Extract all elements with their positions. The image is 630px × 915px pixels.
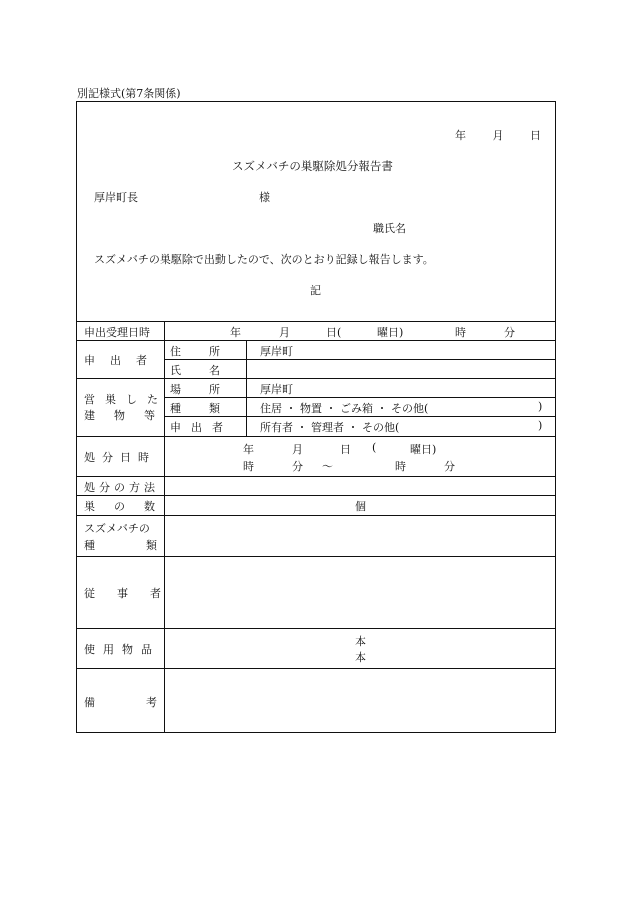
reception-minute: 分: [504, 326, 515, 339]
disposal-day: 日: [340, 443, 351, 456]
date-month: 月: [492, 129, 504, 142]
address-label: [170, 343, 248, 359]
type-label-text: 種類: [170, 402, 248, 415]
place-label: [170, 381, 248, 397]
row-divider: [76, 628, 556, 629]
disposal-tilde: ～: [322, 460, 333, 473]
row-divider: [76, 515, 556, 516]
label-column-divider: [164, 321, 165, 733]
nest-building-label-line1: [84, 391, 168, 407]
type-close-paren: ): [538, 400, 543, 413]
table-top-border: [76, 321, 556, 322]
disposal-method-label-text: 処分の方法: [84, 481, 159, 494]
honorific: 様: [259, 191, 270, 204]
items-used-label: [84, 641, 160, 657]
building-applicant-label: [170, 419, 233, 435]
addressee: 厚岸町長: [94, 191, 138, 204]
applicant-close-paren: ): [538, 419, 543, 432]
row-divider: [164, 359, 556, 360]
reception-month: 月: [279, 326, 290, 339]
items-used-unit-2: 本: [355, 651, 366, 664]
disposal-minute-start: 分: [292, 460, 303, 473]
row-divider: [76, 556, 556, 557]
nest-count-label: [84, 498, 174, 514]
applicant-label-value: 申出者: [84, 354, 162, 367]
nest-count-label-text: 巣の数: [84, 500, 174, 513]
remarks-label-text: 備考: [84, 696, 208, 709]
nest-building-label-line2: [84, 407, 174, 423]
disposal-minute-end: 分: [444, 460, 455, 473]
row-divider: [76, 668, 556, 669]
hornet-species-label-line2: [84, 537, 208, 553]
statement: スズメバチの巣駆除で出動したので、次のとおり記録し報告します。: [94, 253, 434, 266]
items-used-unit-1: 本: [355, 635, 366, 648]
disposal-hour-start: 時: [243, 460, 254, 473]
items-used-label-text: 使用物品: [84, 643, 160, 656]
date-year: 年: [455, 129, 466, 142]
type-label: [170, 400, 248, 416]
hornet-species-label-line1: スズメバチの: [84, 522, 150, 535]
place-label-text: 場所: [170, 383, 248, 396]
row-divider: [76, 436, 556, 437]
disposal-paren-open: (: [372, 441, 377, 454]
disposal-weekday: 曜日): [410, 443, 437, 456]
reception-year: 年: [230, 326, 241, 339]
nest-building-label-line1-text: 営巣した: [84, 393, 168, 406]
row-divider: [164, 416, 556, 417]
row-divider: [76, 378, 556, 379]
workers-label: [84, 585, 183, 601]
disposal-datetime-label: [84, 449, 156, 465]
disposal-method-label: [84, 479, 159, 495]
date-line: [455, 127, 541, 143]
reception-datetime-label: 申出受理日時: [84, 326, 150, 339]
applicant-options: 所有者 ・ 管理者 ・ その他(: [260, 421, 400, 434]
date-day: 日: [530, 129, 541, 142]
form-label: 別記様式(第7条関係): [77, 87, 181, 100]
name-label-text: 氏名: [170, 364, 248, 377]
reception-day: 日(: [326, 326, 342, 339]
nest-building-label-line2-text: 建物等: [84, 409, 174, 422]
address-value: 厚岸町: [260, 345, 293, 358]
reception-weekday: 曜日): [377, 326, 404, 339]
ki-mark: 記: [310, 284, 321, 297]
disposal-year: 年: [243, 443, 254, 456]
row-divider: [76, 495, 556, 496]
row-divider: [76, 340, 556, 341]
row-divider: [164, 397, 556, 398]
disposal-month: 月: [292, 443, 303, 456]
applicant-label-text: [84, 352, 162, 368]
nest-count-unit: 個: [355, 500, 366, 513]
type-options: 住居 ・ 物置 ・ ごみ箱 ・ その他(: [260, 402, 429, 415]
name-label: [170, 362, 248, 378]
workers-label-text: 従事者: [84, 587, 183, 600]
applicant-label: [84, 352, 162, 368]
position-name-label: 職氏名: [373, 222, 406, 235]
row-divider: [76, 476, 556, 477]
document-title: スズメバチの巣駆除処分報告書: [232, 159, 393, 173]
reception-hour: 時: [455, 326, 466, 339]
address-label-text: 住所: [170, 345, 248, 358]
place-value: 厚岸町: [260, 383, 293, 396]
hornet-species-label-line2-text: 種類: [84, 539, 208, 552]
disposal-datetime-label-text: 処分日時: [84, 451, 156, 464]
remarks-label: [84, 694, 208, 710]
disposal-hour-end: 時: [395, 460, 406, 473]
building-applicant-label-text: 申出者: [170, 421, 233, 434]
